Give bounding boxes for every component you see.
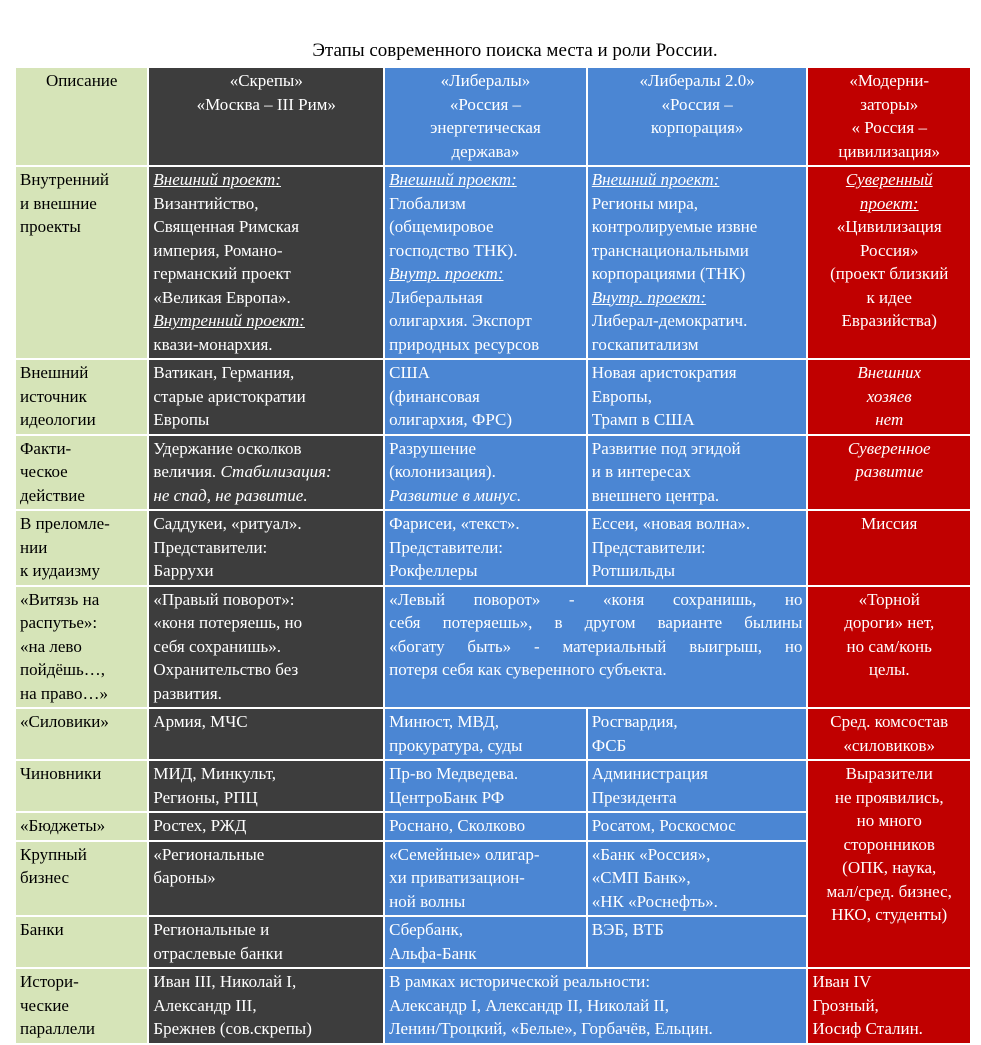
- table-row-action: [15, 435, 971, 511]
- cell-judaism-modernizers: Миссия: [807, 510, 971, 586]
- comparison-table: [14, 66, 972, 1045]
- header-description: Описание: [15, 67, 148, 166]
- cell-siloviki-modernizers: Сред. комсостав «силовиков»: [807, 708, 971, 760]
- cell-business-skrepy: «Региональные бароны»: [148, 841, 384, 917]
- row-label-banks: Банки: [15, 916, 148, 968]
- cell-projects-liberals-2: Внешний проект: Регионы мира, контролируемые извне транснациональными корпорациями (ТНК) Внутр. проект: Либерал-демократич. госкапитализм: [587, 166, 808, 359]
- cell-projects-liberals: Внешний проект: Глобализм (общемировое господство ТНК). Внутр. проект: Либеральная олигархия. Экспорт природных ресурсов: [384, 166, 587, 359]
- cell-projects-skrepy: Внешний проект: Византийство, Священная Римская империя, Романо- германский проект «Великая Европа». Внутренний проект: квази-монархия.: [148, 166, 384, 359]
- cell-action-liberals-2: Развитие под эгидой и в интересах внешнего центра.: [587, 435, 808, 511]
- cell-banks-liberals: Сбербанк, Альфа-Банк: [384, 916, 587, 968]
- header-liberals-2: «Либералы 2.0» «Россия – корпорация»: [587, 67, 808, 166]
- cell-judaism-liberals: Фарисеи, «текст». Представители: Рокфеллеры: [384, 510, 587, 586]
- cell-ideology-modernizers: Внешних хозяев нет: [807, 359, 971, 435]
- table-row-knight: [15, 586, 971, 709]
- cell-ideology-skrepy: Ватикан, Германия, старые аристократии Европы: [148, 359, 384, 435]
- row-label-judaism: В преломле- нии к иудаизму: [15, 510, 148, 586]
- cell-history-skrepy: Иван III, Николай I, Александр III, Брежнев (сов.скрепы): [148, 968, 384, 1044]
- cell-budgets-liberals-2: Росатом, Роскосмос: [587, 812, 808, 841]
- row-label-knight: «Витязь на распутье»: «на лево пойдёшь…, на право…»: [15, 586, 148, 709]
- cell-officials-liberals-2: Администрация Президента: [587, 760, 808, 812]
- header-liberals: «Либералы» «Россия – энергетическая держава»: [384, 67, 587, 166]
- cell-ideology-liberals-2: Новая аристократия Европы, Трамп в США: [587, 359, 808, 435]
- row-label-ideology: Внешний источник идеологии: [15, 359, 148, 435]
- cell-officials-skrepy: МИД, Минкульт, Регионы, РПЦ: [148, 760, 384, 812]
- row-label-action: Факти- ческое действие: [15, 435, 148, 511]
- cell-ideology-liberals: США (финансовая олигархия, ФРС): [384, 359, 587, 435]
- table-row-siloviki: [15, 708, 971, 760]
- cell-siloviki-liberals: Минюст, МВД, прокуратура, суды: [384, 708, 587, 760]
- cell-modernizers-merged: Выразители не проявились, но много сторонников (ОПК, наука, мал/сред. бизнес, НКО, студенты): [807, 760, 971, 968]
- cell-banks-liberals-2: ВЭБ, ВТБ: [587, 916, 808, 968]
- cell-action-liberals: Разрушение (колонизация). Развитие в минус.: [384, 435, 587, 511]
- row-label-budgets: «Бюджеты»: [15, 812, 148, 841]
- table-row-ideology: [15, 359, 971, 435]
- page-title: Этапы современного поиска места и роли России.: [312, 40, 718, 61]
- cell-budgets-liberals: Роснано, Сколково: [384, 812, 587, 841]
- table-row-projects: [15, 166, 971, 359]
- table-row-history: [15, 968, 971, 1044]
- table-row-header: [15, 67, 971, 166]
- cell-history-modernizers: Иван IV Грозный, Иосиф Сталин.: [807, 968, 971, 1044]
- cell-history-liberals-merged: В рамках исторической реальности: Александр I, Александр II, Николай II, Ленин/Троцкий, «Белые», Горбачёв, Ельцин.: [384, 968, 807, 1044]
- cell-judaism-skrepy: Саддукеи, «ритуал». Представители: Баррухи: [148, 510, 384, 586]
- cell-knight-liberals-merged: «Левый поворот» - «коня сохранишь, но себя потеряешь», в другом варианте былины «богату быть» - материальный выигрыш, но потеря себя как суверенного субъекта.: [384, 586, 807, 709]
- table-row-judaism: [15, 510, 971, 586]
- cell-action-modernizers: Суверенное развитие: [807, 435, 971, 511]
- row-label-siloviki: «Силовики»: [15, 708, 148, 760]
- cell-budgets-skrepy: Ростех, РЖД: [148, 812, 384, 841]
- header-skrepy: «Скрепы» «Москва – III Рим»: [148, 67, 384, 166]
- row-label-projects: Внутренний и внешние проекты: [15, 166, 148, 359]
- cell-business-liberals: «Семейные» олигар- хи приватизацион- ной волны: [384, 841, 587, 917]
- cell-action-skrepy: Удержание осколков величия. Стабилизация: не спад, не развитие.: [148, 435, 384, 511]
- row-label-business: Крупный бизнес: [15, 841, 148, 917]
- cell-knight-modernizers: «Торной дороги» нет, но сам/конь целы.: [807, 586, 971, 709]
- header-modernizers: «Модерни- заторы» « Россия – цивилизация»: [807, 67, 971, 166]
- cell-siloviki-liberals-2: Росгвардия, ФСБ: [587, 708, 808, 760]
- row-label-officials: Чиновники: [15, 760, 148, 812]
- row-label-history: Истори- ческие параллели: [15, 968, 148, 1044]
- cell-business-liberals-2: «Банк «Россия», «СМП Банк», «НК «Роснефть».: [587, 841, 808, 917]
- cell-projects-modernizers: Суверенный проект: «Цивилизация Россия» (проект близкий к идее Евразийства): [807, 166, 971, 359]
- cell-banks-skrepy: Региональные и отраслевые банки: [148, 916, 384, 968]
- table-row-officials: [15, 760, 971, 812]
- cell-knight-skrepy: «Правый поворот»: «коня потеряешь, но себя сохранишь». Охранительство без развития.: [148, 586, 384, 709]
- cell-siloviki-skrepy: Армия, МЧС: [148, 708, 384, 760]
- cell-officials-liberals: Пр-во Медведева. ЦентроБанк РФ: [384, 760, 587, 812]
- cell-judaism-liberals-2: Ессеи, «новая волна». Представители: Ротшильды: [587, 510, 808, 586]
